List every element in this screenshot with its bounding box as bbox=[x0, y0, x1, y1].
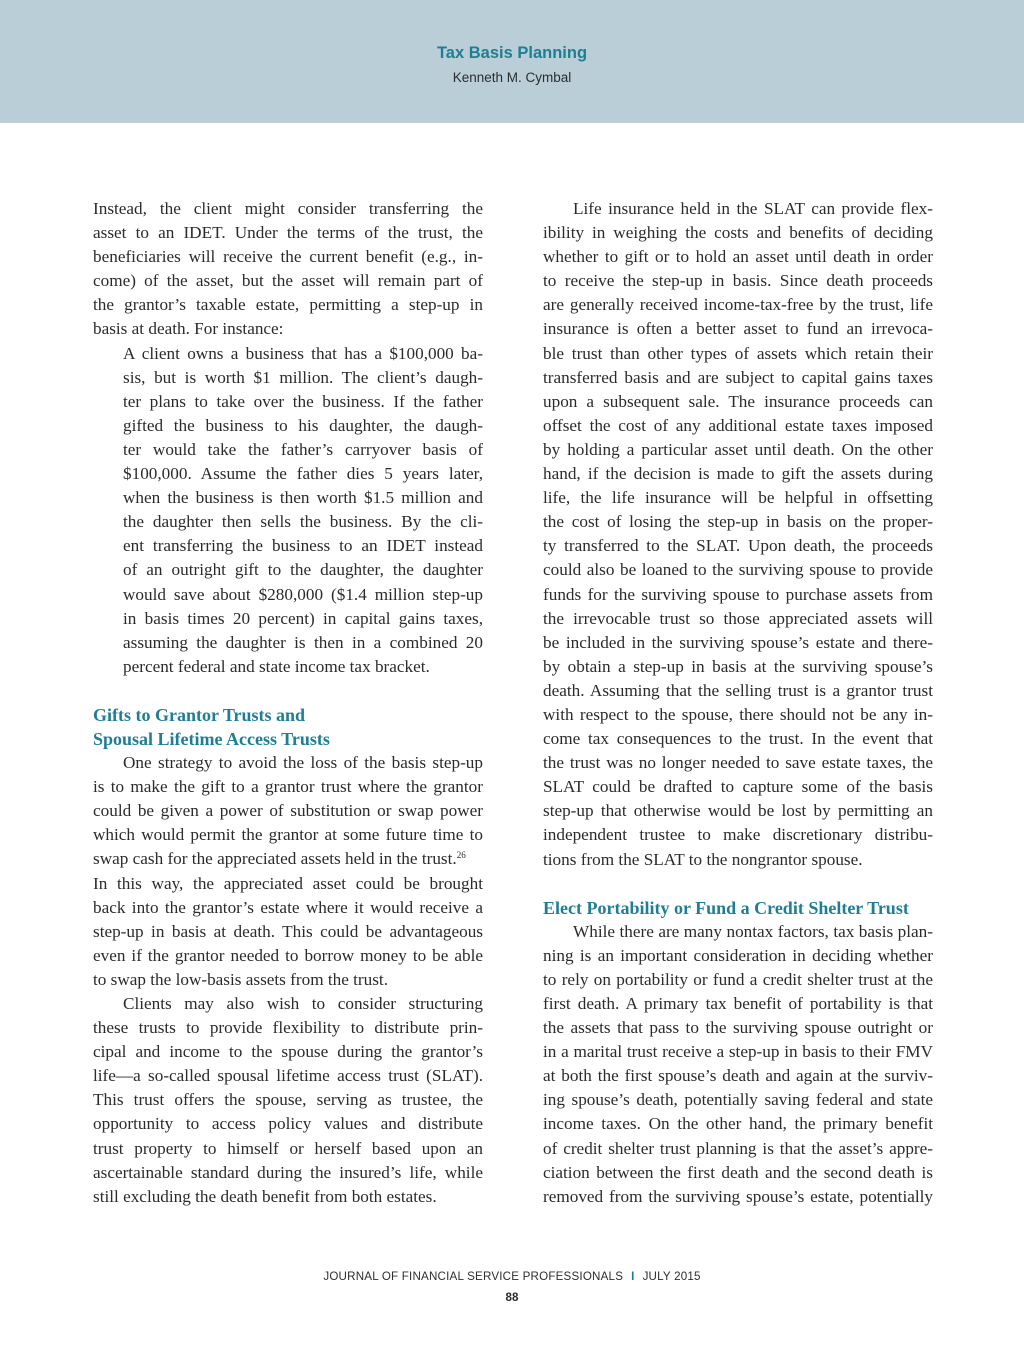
section-heading: Gifts to Grantor Trusts and bbox=[93, 704, 306, 725]
running-title: Tax Basis Planning bbox=[436, 44, 588, 62]
text-line: $100,000. Assume the father dies 5 years later, bbox=[123, 464, 483, 484]
text-line: to swap the low-basis assets from the trust. bbox=[93, 969, 389, 989]
text-line: life—a so-called spousal lifetime access trust (SLAT). bbox=[93, 1066, 483, 1086]
text-line: ing spouse’s death, potentially saving federal and state bbox=[543, 1090, 933, 1110]
text-line: cipal and income to the spouse during the grantor’s bbox=[93, 1042, 483, 1062]
page-number: 88 bbox=[505, 1291, 519, 1304]
intro-paragraph bbox=[93, 197, 483, 342]
body-paragraph bbox=[93, 992, 483, 1209]
text-line: could also be loaned to the surviving spouse to provide bbox=[543, 560, 933, 580]
text-line: back into the grantor’s estate where it would receive a bbox=[93, 897, 483, 917]
text-line: ibility in weighing the costs and benefits of deciding bbox=[543, 223, 933, 243]
text-line: asset to an IDET. Under the terms of the trust, the bbox=[93, 223, 483, 243]
body-paragraph bbox=[543, 197, 933, 872]
text-line: to receive the step-up in basis. Since death proceeds bbox=[543, 271, 933, 291]
text-line: independent trustee to make discretionary distribu- bbox=[543, 825, 933, 845]
text-line: could be given a power of substitution or swap power bbox=[93, 801, 483, 821]
text-line: gifted the business to his daughter, the daugh- bbox=[123, 415, 483, 435]
text-line: even if the grantor needed to borrow money to be able bbox=[93, 945, 483, 965]
text-line: ascertainable standard during the insured’s life, while bbox=[93, 1162, 483, 1182]
text-line: death. Assuming that the selling trust is a grantor trust bbox=[543, 680, 933, 700]
text-line: Clients may also wish to consider structuring bbox=[123, 994, 483, 1013]
text-line: One strategy to avoid the loss of the basis step-up bbox=[123, 753, 483, 773]
text-line: of credit shelter trust planning is that the asset’s appre- bbox=[543, 1138, 933, 1158]
text-line: in a marital trust receive a step-up in basis to their FMV bbox=[543, 1042, 933, 1062]
text-line: of an outright gift to the daughter, the daughter bbox=[123, 560, 483, 580]
text-line: ty transferred to the SLAT. Upon death, the proceeds bbox=[543, 536, 933, 556]
text-line: SLAT could be drafted to capture some of the basis bbox=[543, 777, 933, 797]
text-line: trust property to himself or herself based upon an bbox=[93, 1138, 483, 1158]
text-line: in basis times 20 percent) in capital gains taxes, bbox=[123, 608, 483, 628]
text-line: would save about $280,000 ($1.4 million step-up bbox=[123, 584, 483, 604]
text-line: by obtain a step-up in basis at the surviving spouse’s bbox=[543, 656, 933, 676]
text-line: opportunity to access policy values and distribute bbox=[93, 1114, 483, 1134]
text-line: ble trust than other types of assets which retain their bbox=[543, 343, 933, 363]
text-line: still excluding the death benefit from both estates. bbox=[93, 1186, 437, 1206]
text-line: whether to gift or to hold an asset until death in order bbox=[543, 247, 933, 267]
text-line: life, the life insurance will be helpful in offsetting bbox=[543, 488, 933, 508]
text-line: by holding a particular asset until death. On the other bbox=[543, 439, 933, 459]
text-line: the grantor’s taxable estate, permitting a step-up in bbox=[93, 295, 483, 315]
text-line: which would permit the grantor at some future time to bbox=[93, 825, 483, 845]
text-line: transferred basis and are subject to capital gains taxes bbox=[543, 367, 933, 387]
text-line: sis, but is worth $1 million. The client’s daugh- bbox=[123, 367, 483, 387]
text-line: Life insurance held in the SLAT can provide flex- bbox=[573, 199, 933, 218]
text-line: come) of the asset, but the asset will remain part of bbox=[93, 271, 483, 291]
text-line: upon a subsequent sale. The insurance proceeds can bbox=[543, 391, 933, 411]
text-line: these trusts to provide flexibility to distribute prin- bbox=[93, 1018, 483, 1038]
text-line: ter plans to take over the business. If the father bbox=[123, 391, 483, 411]
text-line: with respect to the spouse, there should not be any in- bbox=[543, 704, 933, 724]
footnote-reference[interactable]: 26 bbox=[456, 850, 466, 861]
example-block bbox=[93, 342, 483, 679]
body-paragraph bbox=[543, 920, 933, 1209]
text-line: step-up in basis at death. This could be advantageous bbox=[93, 921, 483, 941]
text-line: the trust was no longer needed to save estate taxes, the bbox=[543, 753, 933, 773]
section-heading: Elect Portability or Fund a Credit Shelter Trust bbox=[543, 897, 909, 918]
text-line: at both the first spouse’s death and again at the surviv- bbox=[543, 1066, 933, 1086]
page-footer bbox=[0, 1270, 1024, 1283]
text-line: be included in the surviving spouse’s estate and there- bbox=[543, 632, 933, 652]
body-paragraph bbox=[93, 751, 483, 992]
text-line-content: swap cash for the appreciated assets held in the trust. bbox=[93, 849, 457, 869]
text-line: first death. A primary tax benefit of portability is that bbox=[543, 994, 933, 1013]
text-line: come tax consequences to the trust. In the event that bbox=[543, 729, 933, 749]
text-line: funds for the surviving spouse to purchase assets from bbox=[543, 584, 933, 604]
text-line: to rely on portability or fund a credit shelter trust at the bbox=[543, 969, 933, 989]
text-line: offset the cost of any additional estate taxes imposed bbox=[543, 415, 933, 435]
text-line: ter would take the father’s carryover basis of bbox=[123, 439, 483, 459]
text-line: when the business is then worth $1.5 million and bbox=[123, 488, 483, 508]
running-author: Kenneth M. Cymbal bbox=[452, 70, 572, 85]
text-line: ning is an important consideration in deciding whether bbox=[543, 945, 933, 965]
text-line: A client owns a business that has a $100,000 ba- bbox=[123, 343, 483, 363]
text-line bbox=[93, 847, 483, 871]
issue-date: JULY 2015 bbox=[642, 1270, 701, 1283]
left-column bbox=[93, 197, 483, 1209]
text-line: basis at death. For instance: bbox=[93, 319, 284, 339]
journal-name: JOURNAL OF FINANCIAL SERVICE PROFESSIONALS bbox=[323, 1270, 624, 1283]
text-line: hand, if the decision is made to gift the assets during bbox=[543, 464, 933, 484]
right-column bbox=[543, 197, 933, 1209]
text-line: income taxes. On the other hand, the primary benefit bbox=[543, 1114, 933, 1134]
text-line: assuming the daughter is then in a combined 20 bbox=[123, 632, 483, 652]
text-line: While there are many nontax factors, tax basis plan- bbox=[573, 921, 933, 941]
text-line: In this way, the appreciated asset could be brought bbox=[93, 873, 483, 893]
text-line: tions from the SLAT to the nongrantor spouse. bbox=[543, 849, 863, 869]
text-line: is to make the gift to a grantor trust where the grantor bbox=[93, 777, 483, 797]
text-line: step-up that otherwise would be lost by permitting an bbox=[543, 801, 933, 821]
text-line: the assets that pass to the surviving spouse outright or bbox=[543, 1018, 933, 1038]
text-line: the irrevocable trust so those appreciated assets will bbox=[543, 608, 933, 628]
text-line: insurance is often a better asset to fund an irrevoca- bbox=[543, 319, 933, 339]
text-line: beneficiaries will receive the current benefit (e.g., in- bbox=[93, 247, 483, 267]
text-line: This trust offers the spouse, serving as trustee, the bbox=[93, 1090, 483, 1110]
text-line: removed from the surviving spouse’s estate, potentially bbox=[543, 1186, 933, 1206]
section-heading: Spousal Lifetime Access Trusts bbox=[93, 728, 330, 749]
text-line: the daughter then sells the business. By the cli- bbox=[123, 512, 483, 532]
text-line: are generally received income-tax-free by the trust, life bbox=[543, 295, 933, 315]
text-line: the cost of losing the step-up in basis on the proper- bbox=[543, 512, 933, 532]
text-line: Instead, the client might consider transferring the bbox=[93, 199, 483, 218]
text-line: ciation between the first death and the second death is bbox=[543, 1162, 933, 1182]
text-line: percent federal and state income tax bracket. bbox=[123, 656, 430, 676]
footer-separator: I bbox=[631, 1270, 635, 1283]
text-line: ent transferring the business to an IDET instead bbox=[123, 536, 483, 556]
